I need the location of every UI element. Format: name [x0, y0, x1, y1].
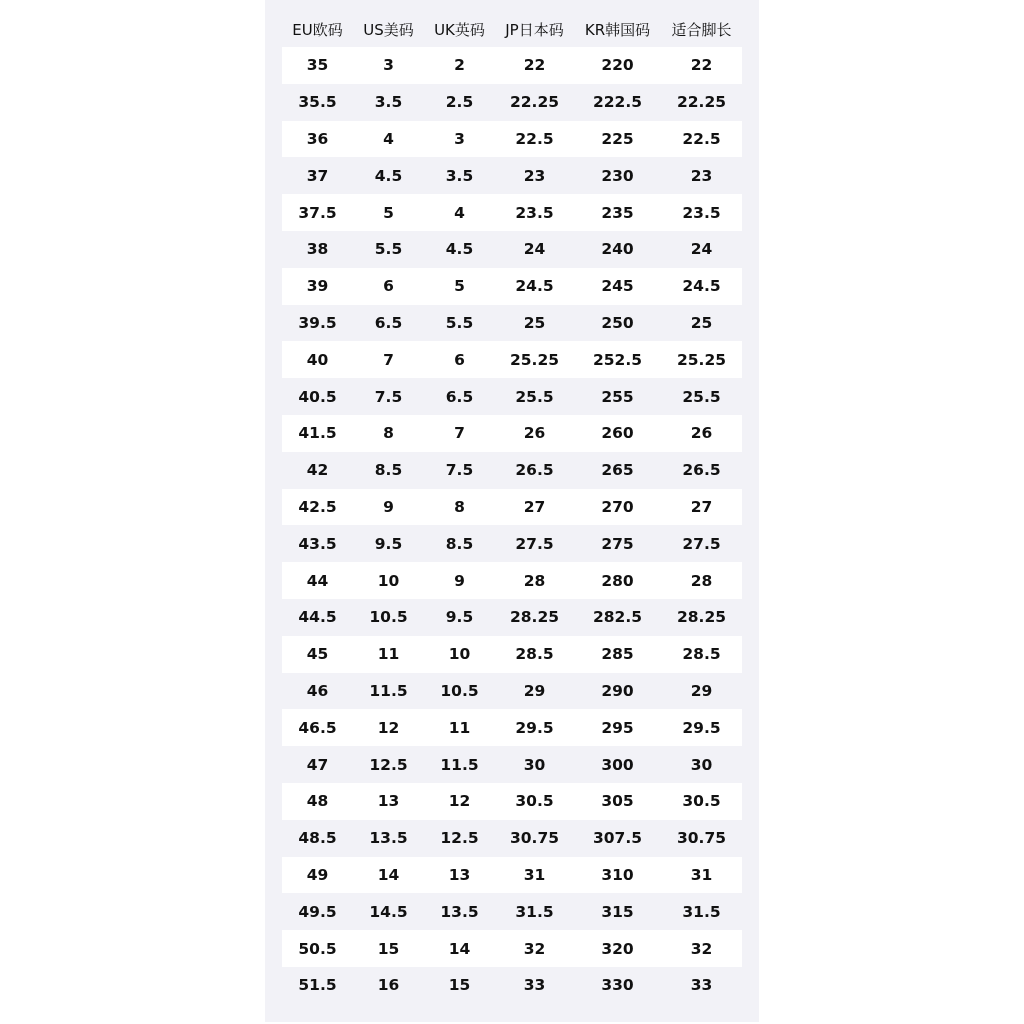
kr-size-cell: 295: [601, 718, 634, 737]
eu-size-cell: 42: [306, 461, 329, 480]
eu-size-cell: 39: [306, 277, 329, 296]
us-size-cell: 10: [377, 571, 400, 590]
uk-size-cell: 13.5: [440, 902, 479, 921]
us-size-cell: 15: [377, 939, 400, 958]
us-size-cell: 12: [377, 718, 400, 737]
foot-length-cell: 23.5: [682, 203, 721, 222]
kr-size-cell: 275: [601, 534, 634, 553]
eu-size-cell: 39.5: [298, 313, 337, 332]
uk-size-cell: 7.5: [445, 461, 474, 480]
eu-size-cell: 51.5: [298, 976, 337, 995]
eu-size-cell: 41.5: [298, 424, 337, 443]
foot-length-cell: 29.5: [682, 718, 721, 737]
jp-size-cell: 22.25: [509, 93, 560, 112]
jp-size-cell: 27: [523, 497, 546, 516]
table-row: [282, 525, 742, 562]
table-row: [282, 673, 742, 710]
table-row: [282, 746, 742, 783]
table-row: [282, 47, 742, 84]
table-row: [282, 378, 742, 415]
size-chart: [282, 12, 742, 1004]
us-size-cell: 8: [383, 424, 394, 443]
kr-size-cell: 220: [601, 56, 634, 75]
jp-size-cell: 30.5: [515, 792, 554, 811]
table-row: [282, 194, 742, 231]
uk-size-cell: 10.5: [440, 681, 479, 700]
table-row: [282, 562, 742, 599]
table-row: [282, 268, 742, 305]
uk-size-cell: 4: [454, 203, 465, 222]
us-size-cell: 11: [377, 645, 400, 664]
foot-length-cell: 29: [690, 681, 713, 700]
jp-size-cell: 29: [523, 681, 546, 700]
jp-size-cell: 32: [523, 939, 546, 958]
kr-size-cell: 240: [601, 240, 634, 259]
table-row: [282, 857, 742, 894]
jp-size-cell: 25: [523, 313, 546, 332]
size-rows: [282, 47, 742, 1004]
us-size-cell: 4.5: [374, 166, 403, 185]
jp-size-cell: 30.75: [509, 829, 560, 848]
foot-length-cell: 24: [690, 240, 713, 259]
table-row: [282, 820, 742, 857]
header-foot-length: 适合脚长: [671, 21, 732, 39]
us-size-cell: 7: [383, 350, 394, 369]
us-size-cell: 13: [377, 792, 400, 811]
uk-size-cell: 12.5: [440, 829, 479, 848]
foot-length-cell: 27: [690, 497, 713, 516]
kr-size-cell: 307.5: [592, 829, 643, 848]
jp-size-cell: 30: [523, 755, 546, 774]
us-size-cell: 14.5: [369, 902, 408, 921]
size-table: [282, 12, 742, 1004]
us-size-cell: 5.5: [374, 240, 403, 259]
uk-size-cell: 5.5: [445, 313, 474, 332]
uk-size-cell: 9.5: [445, 608, 474, 627]
kr-size-cell: 225: [601, 129, 634, 148]
uk-size-cell: 15: [448, 976, 471, 995]
foot-length-cell: 25.25: [676, 350, 727, 369]
eu-size-cell: 43.5: [298, 534, 337, 553]
kr-size-cell: 230: [601, 166, 634, 185]
eu-size-cell: 44: [306, 571, 329, 590]
eu-size-cell: 47: [306, 755, 329, 774]
us-size-cell: 13.5: [369, 829, 408, 848]
table-row: [282, 231, 742, 268]
table-row: [282, 893, 742, 930]
jp-size-cell: 24: [523, 240, 546, 259]
uk-size-cell: 6: [454, 350, 465, 369]
us-size-cell: 6: [383, 277, 394, 296]
kr-size-cell: 245: [601, 277, 634, 296]
jp-size-cell: 24.5: [515, 277, 554, 296]
kr-size-cell: 280: [601, 571, 634, 590]
us-size-cell: 6.5: [374, 313, 403, 332]
table-row: [282, 121, 742, 158]
table-row: [282, 415, 742, 452]
eu-size-cell: 36: [306, 129, 329, 148]
us-size-cell: 10.5: [369, 608, 408, 627]
jp-size-cell: 23.5: [515, 203, 554, 222]
uk-size-cell: 11: [448, 718, 471, 737]
uk-size-cell: 10: [448, 645, 471, 664]
foot-length-cell: 30.75: [676, 829, 727, 848]
foot-length-cell: 32: [690, 939, 713, 958]
foot-length-cell: 28.25: [676, 608, 727, 627]
us-size-cell: 11.5: [369, 681, 408, 700]
kr-size-cell: 285: [601, 645, 634, 664]
eu-size-cell: 37: [306, 166, 329, 185]
table-row: [282, 709, 742, 746]
foot-length-cell: 33: [690, 976, 713, 995]
eu-size-cell: 48: [306, 792, 329, 811]
kr-size-cell: 255: [601, 387, 634, 406]
eu-size-cell: 35.5: [298, 93, 337, 112]
us-size-cell: 16: [377, 976, 400, 995]
us-size-cell: 3: [383, 56, 394, 75]
uk-size-cell: 2.5: [445, 93, 474, 112]
us-size-cell: 7.5: [374, 387, 403, 406]
eu-size-cell: 35: [306, 56, 329, 75]
jp-size-cell: 26.5: [515, 461, 554, 480]
kr-size-cell: 315: [601, 902, 634, 921]
jp-size-cell: 22: [523, 56, 546, 75]
foot-length-cell: 25.5: [682, 387, 721, 406]
uk-size-cell: 4.5: [445, 240, 474, 259]
eu-size-cell: 40.5: [298, 387, 337, 406]
header-row: [282, 12, 742, 47]
foot-length-cell: 28: [690, 571, 713, 590]
us-size-cell: 5: [383, 203, 394, 222]
table-row: [282, 157, 742, 194]
header-jp-size: JP日本码: [505, 21, 564, 39]
kr-size-cell: 222.5: [592, 93, 643, 112]
foot-length-cell: 27.5: [682, 534, 721, 553]
eu-size-cell: 50.5: [298, 939, 337, 958]
table-row: [282, 305, 742, 342]
uk-size-cell: 3: [454, 129, 465, 148]
kr-size-cell: 320: [601, 939, 634, 958]
foot-length-cell: 31.5: [682, 902, 721, 921]
kr-size-cell: 270: [601, 497, 634, 516]
foot-length-cell: 24.5: [682, 277, 721, 296]
kr-size-cell: 282.5: [592, 608, 643, 627]
jp-size-cell: 26: [523, 424, 546, 443]
foot-length-cell: 26.5: [682, 461, 721, 480]
jp-size-cell: 25.5: [515, 387, 554, 406]
uk-size-cell: 13: [448, 865, 471, 884]
kr-size-cell: 305: [601, 792, 634, 811]
kr-size-cell: 260: [601, 424, 634, 443]
uk-size-cell: 7: [454, 424, 465, 443]
table-row: [282, 783, 742, 820]
header-eu-size: EU欧码: [292, 21, 343, 39]
kr-size-cell: 235: [601, 203, 634, 222]
header-us-size: US美码: [363, 21, 414, 39]
kr-size-cell: 330: [601, 976, 634, 995]
jp-size-cell: 27.5: [515, 534, 554, 553]
us-size-cell: 14: [377, 865, 400, 884]
uk-size-cell: 6.5: [445, 387, 474, 406]
kr-size-cell: 310: [601, 865, 634, 884]
us-size-cell: 3.5: [374, 93, 403, 112]
jp-size-cell: 22.5: [515, 129, 554, 148]
table-row: [282, 452, 742, 489]
table-row: [282, 84, 742, 121]
table-row: [282, 341, 742, 378]
jp-size-cell: 28.25: [509, 608, 560, 627]
eu-size-cell: 49: [306, 865, 329, 884]
foot-length-cell: 23: [690, 166, 713, 185]
uk-size-cell: 11.5: [440, 755, 479, 774]
kr-size-cell: 265: [601, 461, 634, 480]
us-size-cell: 9: [383, 497, 394, 516]
foot-length-cell: 25: [690, 313, 713, 332]
table-row: [282, 930, 742, 967]
header-uk-size: UK英码: [434, 21, 485, 39]
eu-size-cell: 45: [306, 645, 329, 664]
eu-size-cell: 38: [306, 240, 329, 259]
jp-size-cell: 31.5: [515, 902, 554, 921]
eu-size-cell: 46: [306, 681, 329, 700]
foot-length-cell: 22: [690, 56, 713, 75]
jp-size-cell: 33: [523, 976, 546, 995]
eu-size-cell: 48.5: [298, 829, 337, 848]
kr-size-cell: 252.5: [592, 350, 643, 369]
eu-size-cell: 37.5: [298, 203, 337, 222]
us-size-cell: 9.5: [374, 534, 403, 553]
eu-size-cell: 44.5: [298, 608, 337, 627]
uk-size-cell: 9: [454, 571, 465, 590]
table-row: [282, 489, 742, 526]
table-row: [282, 599, 742, 636]
eu-size-cell: 40: [306, 350, 329, 369]
foot-length-cell: 30.5: [682, 792, 721, 811]
us-size-cell: 4: [383, 129, 394, 148]
uk-size-cell: 3.5: [445, 166, 474, 185]
jp-size-cell: 29.5: [515, 718, 554, 737]
us-size-cell: 8.5: [374, 461, 403, 480]
uk-size-cell: 5: [454, 277, 465, 296]
header-kr-size: KR韩国码: [584, 21, 651, 39]
eu-size-cell: 42.5: [298, 497, 337, 516]
uk-size-cell: 12: [448, 792, 471, 811]
us-size-cell: 12.5: [369, 755, 408, 774]
foot-length-cell: 22.25: [676, 93, 727, 112]
jp-size-cell: 31: [523, 865, 546, 884]
foot-length-cell: 26: [690, 424, 713, 443]
foot-length-cell: 31: [690, 865, 713, 884]
foot-length-cell: 28.5: [682, 645, 721, 664]
kr-size-cell: 250: [601, 313, 634, 332]
jp-size-cell: 28: [523, 571, 546, 590]
table-row: [282, 636, 742, 673]
eu-size-cell: 46.5: [298, 718, 337, 737]
kr-size-cell: 300: [601, 755, 634, 774]
kr-size-cell: 290: [601, 681, 634, 700]
jp-size-cell: 23: [523, 166, 546, 185]
foot-length-cell: 22.5: [682, 129, 721, 148]
foot-length-cell: 30: [690, 755, 713, 774]
jp-size-cell: 28.5: [515, 645, 554, 664]
uk-size-cell: 8.5: [445, 534, 474, 553]
eu-size-cell: 49.5: [298, 902, 337, 921]
uk-size-cell: 8: [454, 497, 465, 516]
jp-size-cell: 25.25: [509, 350, 560, 369]
uk-size-cell: 14: [448, 939, 471, 958]
table-row: [282, 967, 742, 1004]
uk-size-cell: 2: [454, 56, 465, 75]
